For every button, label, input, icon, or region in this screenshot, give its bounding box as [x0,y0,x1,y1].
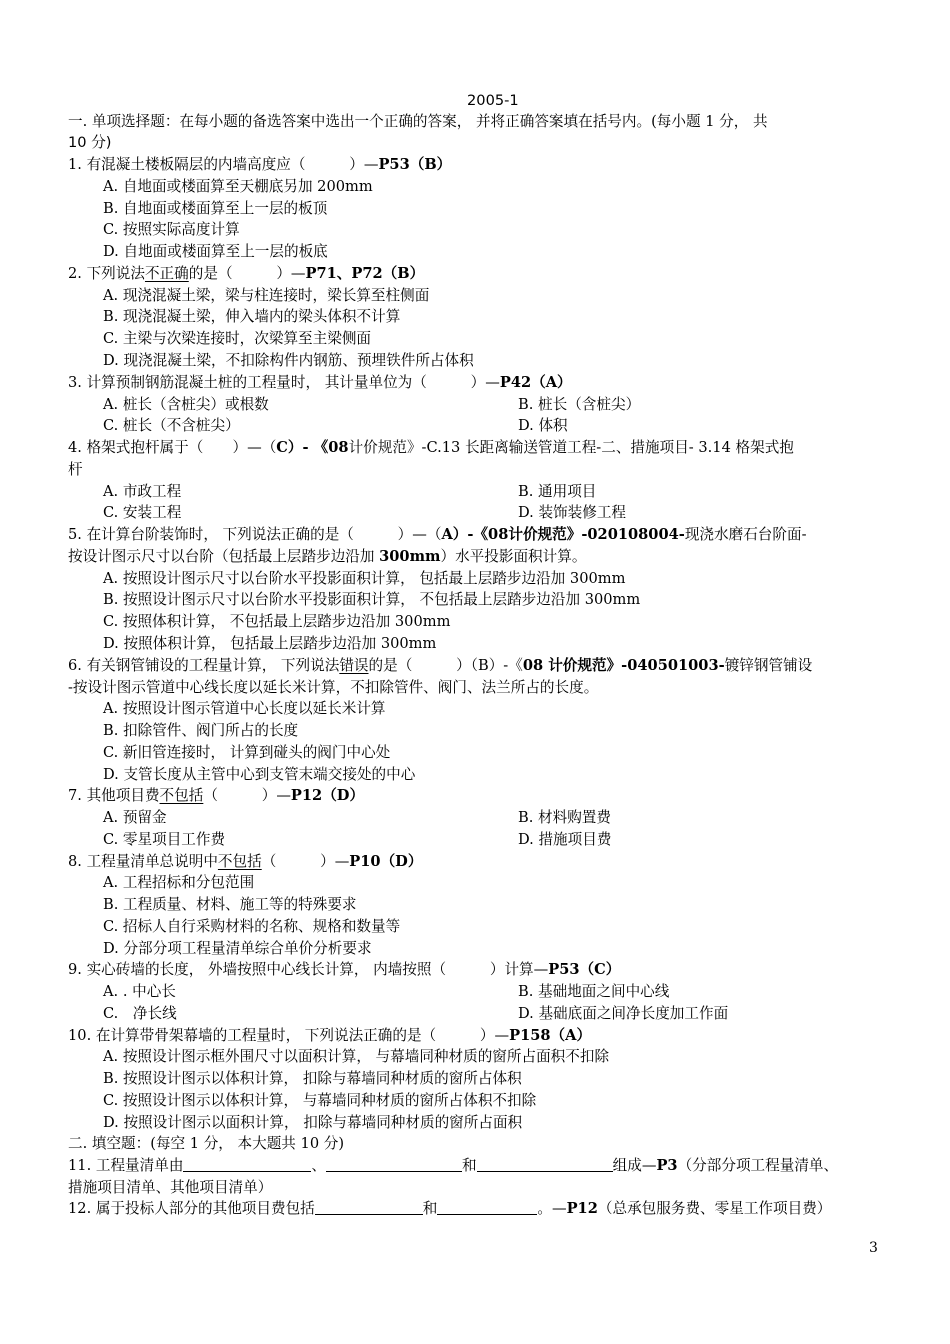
question-2-ref: P71、P72（B） [305,265,425,282]
question-6-cont: -按设计图示管道中心线长度以延长米计算，不扣除管件、阀门、法兰所占的长度。 [68,679,599,696]
question-11-separator: 和 [462,1157,477,1174]
option: D. 按照体积计算， 包括最上层踏步边沿加 300mm [103,635,437,652]
option: B. 按照设计图示以体积计算， 扣除与幕墙同种材质的窗所占体积 [103,1070,522,1087]
page-number: 3 [869,1240,878,1256]
option: C. 按照实际高度计算 [103,221,240,238]
question-11-answer: （分部分项工程量清单、 [677,1157,839,1174]
option: C. 安装工程 [103,504,182,521]
question-4-cont: 杆 [68,461,83,478]
option: A. 市政工程 [103,483,182,500]
option: D. 现浇混凝土梁，不扣除构件内钢筋、预埋铁件所占体积 [103,352,474,369]
option-row [103,981,863,1003]
question-4-source: 计价规范》-C.13 [348,439,461,456]
option-row [103,502,863,524]
question-4-source-year: 08 [328,439,349,456]
option: C. 按照设计图示以体积计算， 与幕墙同种材质的窗所占体积不扣除 [103,1092,537,1109]
question-2-emphasis: 不正确 [144,265,189,282]
question-1-ref: P53（B） [378,156,452,173]
option: A. 工程招标和分包范围 [103,874,255,891]
section2-title: 二. 填空题：(每空 1 分， 本大题共 10 分) [68,1135,345,1152]
question-6-source: 08 计价规范》-040501003- [522,657,725,674]
page-header: 2005-1 [467,92,519,109]
question-5-stem: 5. 在计算台阶装饰时， 下列说法正确的是（ ）—（ [68,526,442,543]
question-4 [68,437,794,459]
option: D. 支管长度从主管中心到支管末端交接处的中心 [103,766,416,783]
question-11-separator: 、 [311,1157,327,1174]
question-7 [68,785,364,807]
question-11-stem: 11. 工程量清单由 [68,1157,184,1174]
question-12 [68,1198,831,1220]
question-4-stem: 4. 格架式抱杆属于（ ）—（ [68,439,277,456]
question-5-cont-tail: ）水平投影面积计算。 [440,548,587,565]
question-1-stem: 1. 有混凝土楼板隔层的内墙高度应（ ）— [68,156,379,173]
fill-blank[interactable] [315,1199,423,1215]
question-6-stem-tail: 的是（ ）（B）-《 [368,657,523,674]
question-11-stem-tail: 组成— [612,1157,657,1174]
question-7-stem-tail: （ ）— [203,787,291,804]
fill-blank[interactable] [183,1156,311,1172]
question-7-stem: 7. 其他项目费 [68,787,160,804]
question-2-stem-tail: 的是（ ）— [188,265,306,282]
option: D. 分部分项工程量清单综合单价分析要求 [103,940,372,957]
question-4-answer: C [276,439,288,456]
option: A. . 中心长 [103,983,176,1000]
option: A. 自地面或楼面算至天棚底另加 200mm [103,178,373,195]
question-9-ref: P53（C） [548,961,621,978]
option: B. 通用项目 [518,483,597,500]
question-5-source-open: ）-《 [452,526,489,543]
question-8-ref: P10（D） [349,853,423,870]
question-4-source-tail: 格架式抱 [735,439,794,456]
question-3-stem: 3. 计算预制钢筋混凝土桩的工程量时， 其计量单位为（ ）— [68,374,500,391]
question-2-stem: 2. 下列说法 [68,265,145,282]
option: C. 招标人自行采购材料的名称、规格和数量等 [103,918,401,935]
question-3-ref: P42（A） [499,374,572,391]
fill-blank[interactable] [477,1156,613,1172]
question-12-stem-tail: 。— [537,1200,567,1217]
question-4-source-open: ）- 《 [287,439,329,456]
question-9-stem: 9. 实心砖墙的长度， 外墙按照中心线长计算， 内墙按照（ ）计算— [68,961,549,978]
question-10-ref: P158（A） [509,1027,592,1044]
option: D. 基础底面之间净长度加工作面 [518,1005,729,1022]
option: D. 按照设计图示以面积计算， 扣除与幕墙同种材质的窗所占面积 [103,1114,523,1131]
question-3 [68,372,572,394]
option-row [103,481,863,503]
fill-blank[interactable] [326,1156,462,1172]
option: B. 自地面或楼面算至上一层的板顶 [103,200,328,217]
question-4-source-detail: 长距离输送管道工程-二、措施项目- 3.14 [460,439,736,456]
question-8-emphasis: 不包括 [217,853,262,870]
question-6-source-tail: 镀锌钢管铺设 [724,657,813,674]
option: D. 措施项目费 [518,831,612,848]
option: C. 新旧管连接时， 计算到碰头的阀门中心处 [103,744,391,761]
option: A. 按照设计图示框外围尺寸以面积计算， 与幕墙同种材质的窗所占面积不扣除 [103,1048,610,1065]
question-8-stem: 8. 工程量清单总说明中 [68,853,218,870]
question-12-stem: 12. 属于投标人部分的其他项目费包括 [68,1200,315,1217]
option: C. 净长线 [103,1005,177,1022]
question-5-source: 08计价规范》-020108004- [488,526,685,543]
question-6-emphasis: 错误 [339,657,369,674]
option: D. 自地面或楼面算至上一层的板底 [103,243,328,260]
question-12-separator: 和 [422,1200,438,1217]
question-7-emphasis: 不包括 [159,787,204,804]
option: C. 主梁与次梁连接时，次梁算至主梁侧面 [103,330,372,347]
question-5-answer: A [441,526,453,543]
option: C. 桩长（不含桩尖） [103,417,240,434]
question-11 [68,1155,838,1177]
option-row [103,394,863,416]
question-6 [68,655,812,677]
section1-title: 一. 单项选择题：在每小题的备选答案中选出一个正确的答案， 并将正确答案填在括号内。(每小题 1 分， 共 [68,113,768,130]
question-7-ref: P12（D） [290,787,365,804]
option: A. 现浇混凝土梁，梁与柱连接时，梁长算至柱侧面 [103,287,430,304]
question-10-stem: 10. 在计算带骨架幕墙的工程量时， 下列说法正确的是（ ）— [68,1027,510,1044]
option: A. 按照设计图示尺寸以台阶水平投影面积计算， 包括最上层踏步边沿加 300mm [103,570,626,587]
question-10 [68,1025,591,1047]
option: B. 材料购置费 [518,809,611,826]
option: D. 装饰装修工程 [518,504,627,521]
question-1 [68,154,451,176]
option: A. 按照设计图示管道中心长度以延长米计算 [103,700,386,717]
section1-title-cont: 10 分) [68,134,112,151]
question-2 [68,263,424,285]
question-12-ref: P12 [566,1200,598,1217]
option: B. 现浇混凝土梁，伸入墙内的梁头体积不计算 [103,308,401,325]
option-row [103,807,863,829]
question-5-cont-text: 按设计图示尺寸以台阶（包括最上层踏步边沿加 [68,548,380,565]
question-5-cont [68,546,586,568]
option: B. 扣除管件、阀门所占的长度 [103,722,299,739]
option-row [103,415,863,437]
option: B. 基础地面之间中心线 [518,983,670,1000]
option: C. 按照体积计算， 不包括最上层踏步边沿加 300mm [103,613,451,630]
option-row [103,1003,863,1025]
option: D. 体积 [518,417,568,434]
question-6-stem: 6. 有关钢管铺设的工程量计算， 下列说法 [68,657,340,674]
question-5-cont-value: 300mm [379,548,441,565]
question-12-answer: （总承包服务费、零星工作项目费） [597,1200,832,1217]
option: A. 桩长（含桩尖）或根数 [103,396,269,413]
option: B. 按照设计图示尺寸以台阶水平投影面积计算， 不包括最上层踏步边沿加 300mm [103,591,641,608]
option-row [103,829,863,851]
question-5 [68,524,807,546]
question-8 [68,851,422,873]
option: A. 预留金 [103,809,167,826]
option: B. 桩长（含桩尖） [518,396,641,413]
question-8-stem-tail: （ ）— [261,853,350,870]
option: B. 工程质量、材料、施工等的特殊要求 [103,896,357,913]
question-11-ref: P3 [656,1157,678,1174]
question-9 [68,959,620,981]
option: C. 零星项目工作费 [103,831,226,848]
question-5-source-tail: 现浇水磨石台阶面- [684,526,807,543]
question-11-cont: 措施项目清单、其他项目清单） [68,1179,273,1196]
fill-blank[interactable] [437,1199,537,1215]
